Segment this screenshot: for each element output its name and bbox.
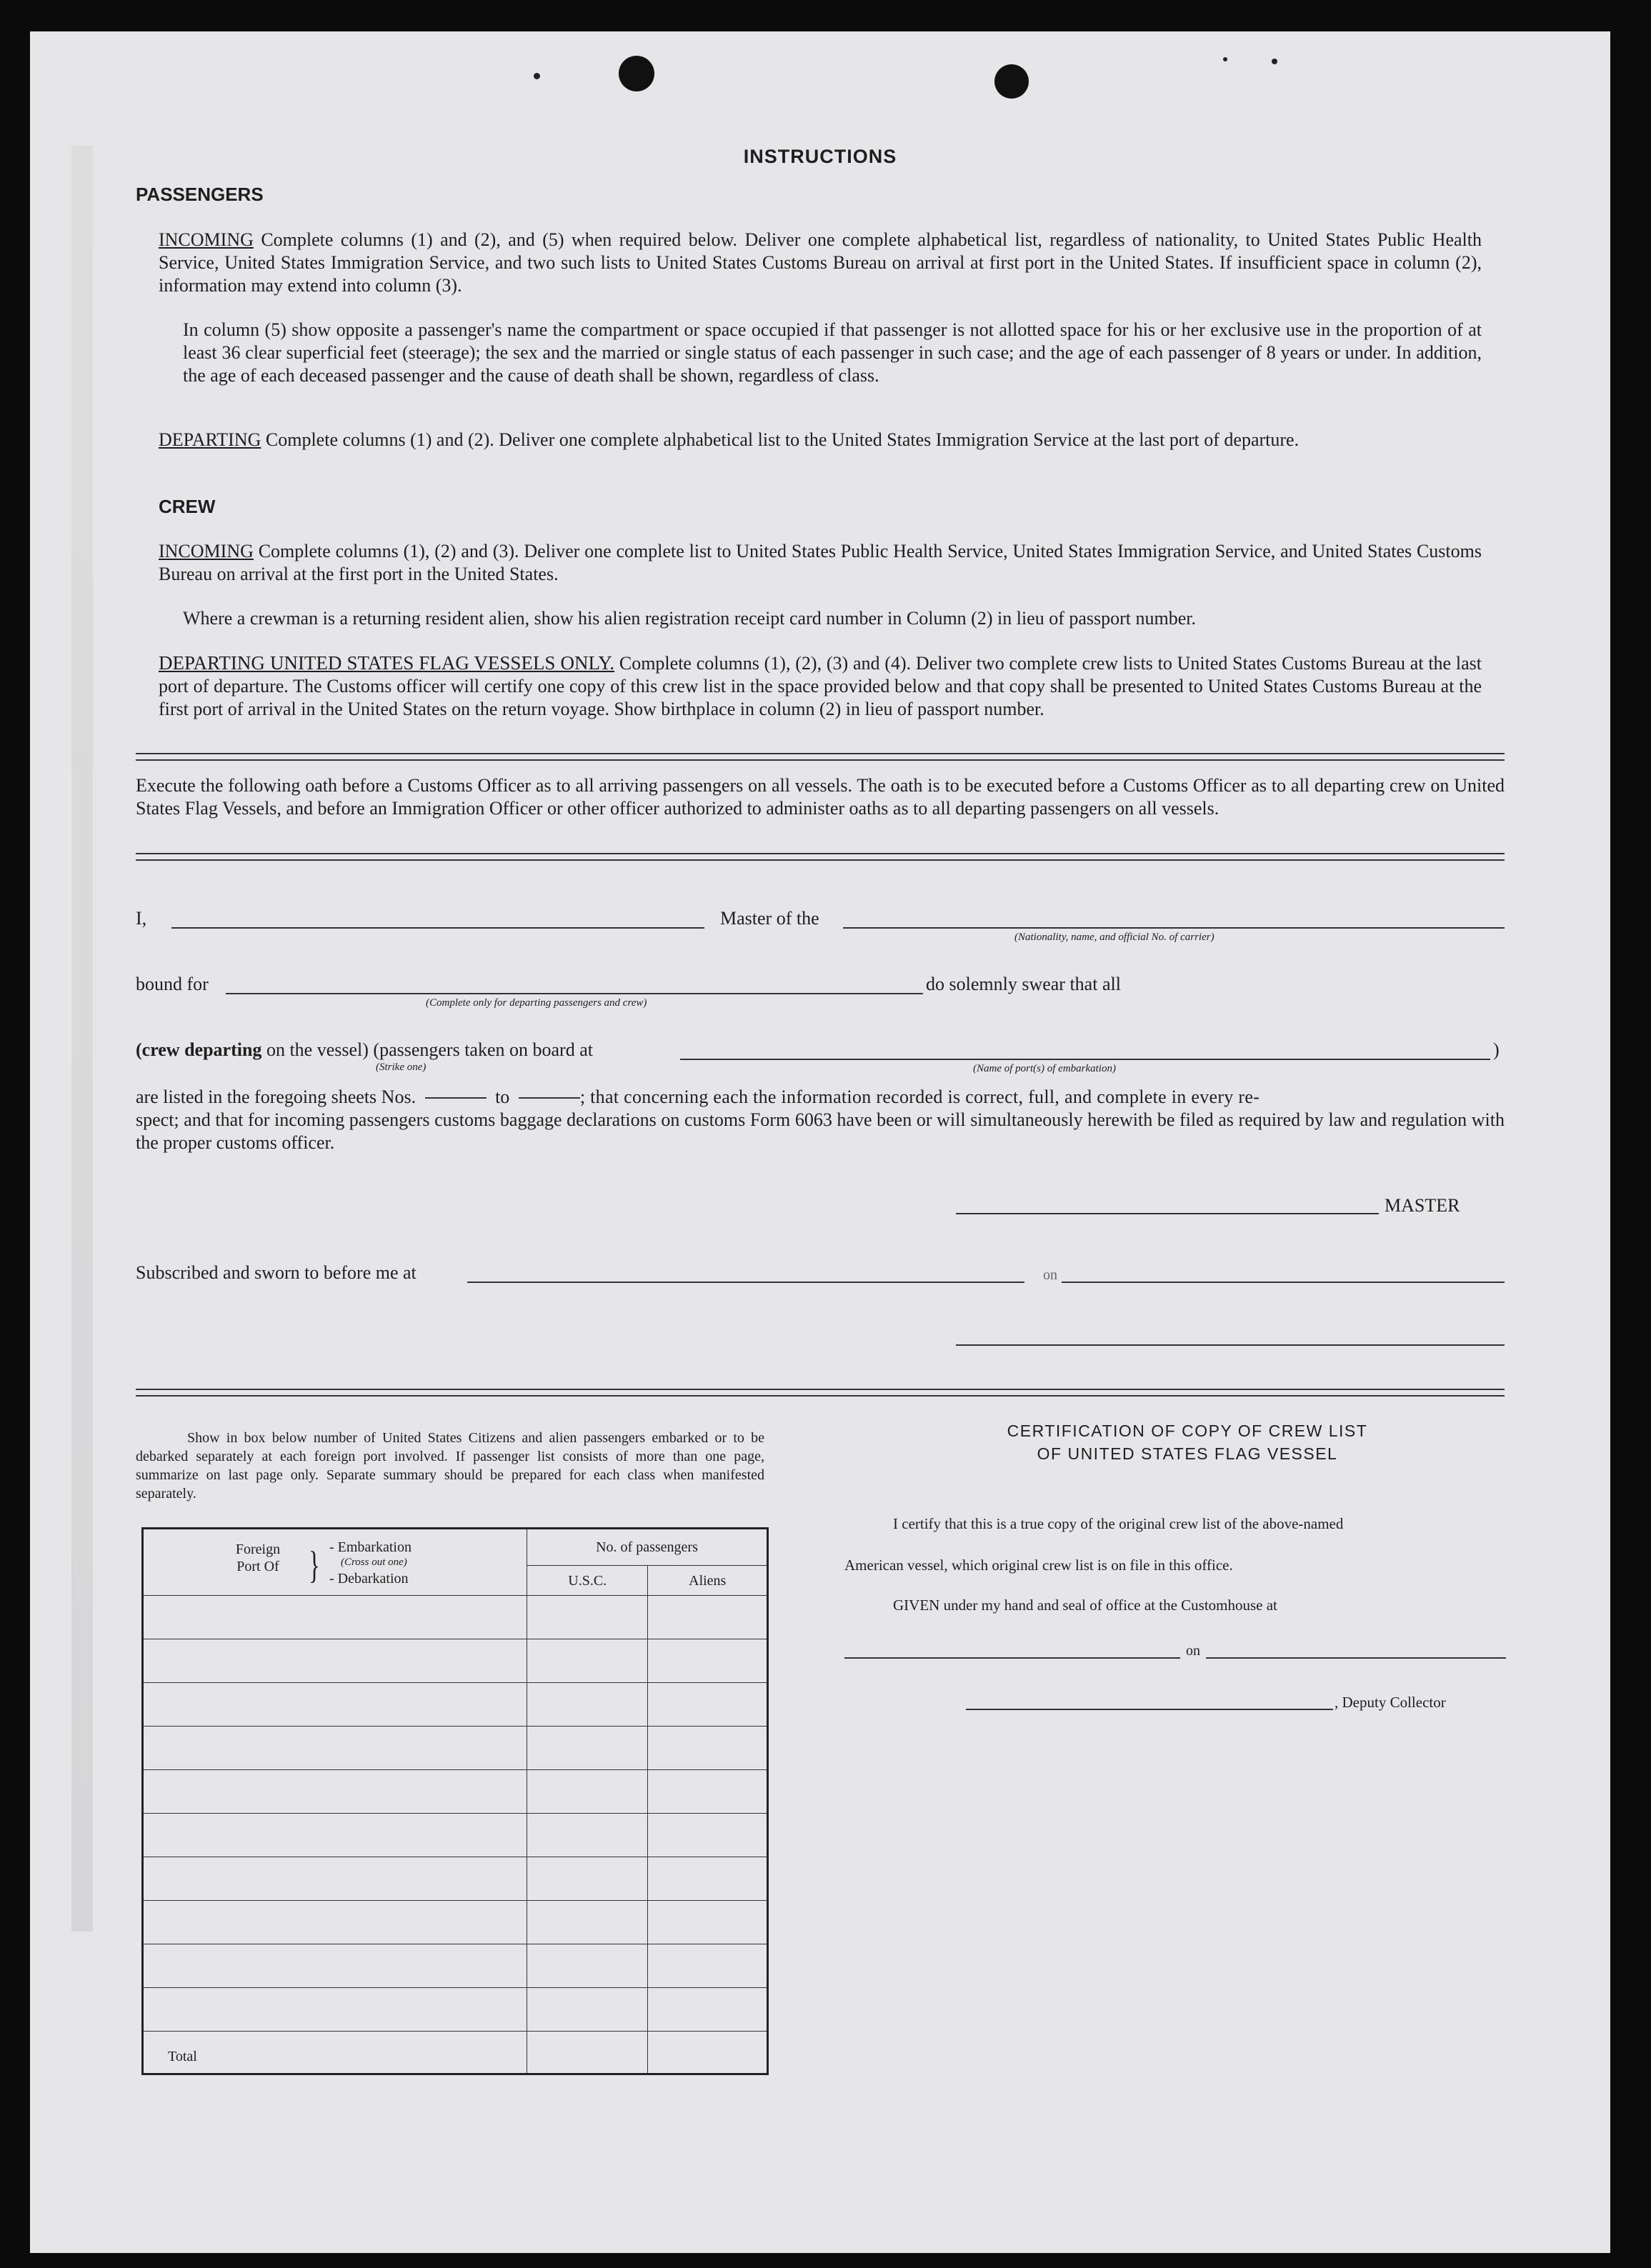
section-divider: [136, 1389, 1505, 1397]
usc-cell[interactable]: [527, 1770, 648, 1814]
instructions-title: INSTRUCTIONS: [743, 146, 897, 167]
usc-total-cell[interactable]: [527, 2032, 648, 2074]
given-text: GIVEN under my hand and seal of office at the Customhouse at: [893, 1597, 1277, 1614]
master-of-the-label: Master of the: [720, 908, 819, 929]
passengers-departing-text: Complete columns (1) and (2). Deliver one complete alphabetical list to the United States Immigration Service at the last port of departure.: [265, 429, 1300, 450]
american-vessel-text: American vessel, which original crew list is on file in this office.: [844, 1557, 1233, 1574]
certification-title-2: OF UNITED STATES FLAG VESSEL: [1037, 1444, 1338, 1463]
usc-cell[interactable]: [527, 1683, 648, 1727]
passengers-taken-label: (passengers taken on board at: [373, 1039, 593, 1060]
document-sheet: [30, 31, 1610, 2253]
aliens-cell[interactable]: [648, 1944, 768, 1988]
bound-for-label: bound for: [136, 974, 209, 994]
flag-vessels-block: [159, 651, 1482, 721]
passengers-heading: PASSENGERS: [136, 184, 264, 205]
aliens-cell[interactable]: [648, 1814, 768, 1857]
port-cell[interactable]: [143, 1944, 527, 1988]
table-row: [143, 1683, 768, 1727]
deputy-collector-signature-field[interactable]: [966, 1709, 1333, 1710]
aliens-cell[interactable]: [648, 1727, 768, 1770]
table-row: [143, 1901, 768, 1944]
customhouse-place-field[interactable]: [844, 1657, 1180, 1659]
swear-label: do solemnly swear that all: [926, 974, 1121, 994]
usc-header: U.S.C.: [527, 1566, 648, 1596]
aliens-header: Aliens: [648, 1566, 768, 1596]
port-cell[interactable]: [143, 1814, 527, 1857]
crew-departing-line: [136, 1039, 593, 1061]
subscribed-date-field[interactable]: [1062, 1282, 1505, 1283]
subscribed-label: Subscribed and sworn to before me at: [136, 1262, 417, 1283]
bound-for-field[interactable]: [226, 993, 923, 994]
passengers-incoming-text: Complete columns (1) and (2), and (5) when required below. Deliver one complete alphabetical list, regardless of nationality, to United States Public Health Service, United States Immigration Service, and two such lists to United States Customs Bureau on arrival at first port in the United States. If insufficient space in column (2), information may extend into column (3).: [159, 229, 1482, 296]
master-name-field[interactable]: [171, 927, 704, 929]
embarkation-port-field[interactable]: [680, 1059, 1490, 1060]
total-label: Total: [143, 2032, 527, 2074]
aliens-cell[interactable]: [648, 1770, 768, 1814]
brace-icon: }: [309, 1544, 320, 1587]
usc-cell[interactable]: [527, 1857, 648, 1901]
speck: [534, 73, 540, 79]
crewman-text: Where a crewman is a returning resident alien, show his alien registration receipt card number in Column (2) in lieu of passport number.: [183, 608, 1197, 629]
punch-hole-right: [994, 64, 1029, 99]
bleed-through: [71, 146, 93, 1932]
strike-one-caption: (Strike one): [376, 1061, 427, 1073]
table-row: [143, 1596, 768, 1639]
port-cell[interactable]: [143, 1770, 527, 1814]
usc-cell[interactable]: [527, 1639, 648, 1683]
speck: [1272, 59, 1277, 64]
certification-on-label: on: [1186, 1643, 1200, 1659]
flag-vessels-text: Complete columns (1), (2), (3) and (4). Deliver two complete crew lists to United States Customs Bureau at the last port of departure. The Customs officer will certify one copy of this crew list in the space provided below and that copy shall be presented to United States Customs Bureau at the first port of arrival in the United States on the return voyage. Show birthplace in column (2) in lieu of passport number.: [159, 653, 1482, 719]
crew-departing-label: (crew departing: [136, 1039, 262, 1060]
usc-cell[interactable]: [527, 1596, 648, 1639]
no-of-passengers-header: No. of passengers: [527, 1529, 767, 1566]
certify-text: I certify that this is a true copy of the original crew list of the above-named: [893, 1515, 1344, 1532]
embarkation-label: - Embarkation: [329, 1539, 411, 1555]
listed-label-a: are listed in the foregoing sheets Nos.: [136, 1086, 417, 1107]
table-row: [143, 1857, 768, 1901]
table-row: [143, 1770, 768, 1814]
sheet-to-field[interactable]: [519, 1097, 580, 1099]
usc-cell[interactable]: [527, 1944, 648, 1988]
foreign-port-label: Foreign Port Of: [235, 1542, 281, 1574]
subscribed-on-label: on: [1043, 1267, 1057, 1283]
flag-vessels-label: DEPARTING UNITED STATES FLAG VESSELS ONLY.: [159, 652, 615, 674]
port-cell[interactable]: [143, 1857, 527, 1901]
listed-label-c: spect; and that for incoming passengers customs baggage declarations on customs Form 6063 have been or will simultaneously herewith be filed as required by law and regulation with the proper customs officer.: [136, 1109, 1505, 1153]
listed-to-label: to: [495, 1086, 510, 1107]
table-row: [143, 1988, 768, 2032]
foreign-port-header: [143, 1529, 527, 1596]
port-cell[interactable]: [143, 1596, 527, 1639]
usc-cell[interactable]: [527, 1988, 648, 2032]
total-row: [143, 2032, 768, 2074]
passengers-incoming-block: [159, 229, 1482, 297]
master-label: MASTER: [1385, 1195, 1460, 1216]
cross-out-label: (Cross out one): [341, 1557, 407, 1568]
aliens-cell[interactable]: [648, 1901, 768, 1944]
aliens-total-cell[interactable]: [648, 2032, 768, 2074]
usc-cell[interactable]: [527, 1814, 648, 1857]
oath-i-label: I,: [136, 908, 147, 929]
port-cell[interactable]: [143, 1901, 527, 1944]
table-row: [143, 1727, 768, 1770]
listed-label-b: ; that concerning each the information recorded is correct, full, and complete in every re-: [579, 1086, 1260, 1107]
port-cell[interactable]: [143, 1988, 527, 2032]
aliens-cell[interactable]: [648, 1596, 768, 1639]
table-row: [143, 1814, 768, 1857]
crew-incoming-text: Complete columns (1), (2) and (3). Deliver one complete list to United States Public Health Service, United States Immigration Service, and United States Customs Bureau on arrival at the first port in the United States.: [159, 541, 1482, 584]
section-divider: [136, 753, 1505, 761]
listed-line: [136, 1086, 1505, 1109]
master-signature-field[interactable]: [956, 1213, 1379, 1214]
aliens-cell[interactable]: [648, 1988, 768, 2032]
crew-incoming-block: [159, 540, 1482, 586]
certification-date-field[interactable]: [1206, 1657, 1506, 1659]
subscribed-place-field[interactable]: [467, 1282, 1024, 1283]
port-cell[interactable]: [143, 1683, 527, 1727]
port-cell[interactable]: [143, 1639, 527, 1683]
section-divider: [136, 853, 1505, 861]
on-the-vessel-label: on the vessel): [266, 1039, 369, 1060]
usc-cell[interactable]: [527, 1727, 648, 1770]
officer-signature-field[interactable]: [956, 1344, 1505, 1346]
summary-note: Show in box below number of United States Citizens and alien passengers embarked or to be debarked separately at each foreign port involved. If passenger list consists of more than one page, summarize on last page only. Separate summary should be prepared for each class when manifested separately.: [136, 1430, 764, 1502]
aliens-cell[interactable]: [648, 1639, 768, 1683]
deputy-collector-label: , Deputy Collector: [1335, 1694, 1446, 1711]
port-cell[interactable]: [143, 1727, 527, 1770]
close-paren: ): [1493, 1039, 1500, 1060]
debarkation-label: - Debarkation: [329, 1571, 409, 1587]
passengers-departing-block: [159, 429, 1482, 451]
aliens-cell[interactable]: [648, 1683, 768, 1727]
usc-cell[interactable]: [527, 1901, 648, 1944]
sheet-from-field[interactable]: [425, 1097, 487, 1099]
aliens-cell[interactable]: [648, 1857, 768, 1901]
table-row: [143, 1944, 768, 1988]
punch-hole-left: [619, 56, 654, 91]
speck: [1223, 57, 1227, 61]
port-caption: (Name of port(s) of embarkation): [973, 1063, 1116, 1074]
bound-for-caption: (Complete only for departing passengers and crew): [426, 997, 647, 1009]
certification-title-1: CERTIFICATION OF COPY OF CREW LIST: [1007, 1422, 1368, 1440]
oath-intro: Execute the following oath before a Customs Officer as to all arriving passengers on all vessels. The oath is to be executed before a Customs Officer as to all departing crew on United States Flag Vessels, and before an Immigration Officer or other officer authorized to administer oaths as to all departing passengers on all vessels.: [136, 775, 1505, 819]
carrier-field[interactable]: [843, 927, 1505, 929]
crew-heading: CREW: [159, 496, 216, 517]
incoming-label: INCOMING: [159, 229, 254, 250]
crew-incoming-label: INCOMING: [159, 541, 254, 561]
departing-label: DEPARTING: [159, 429, 261, 450]
passenger-summary-table: [141, 1527, 769, 2075]
column5-text: In column (5) show opposite a passenger's name the compartment or space occupied if that passenger is not allotted space for his or her exclusive use in the proportion of at least 36 clear superficial feet (steerage); the sex and the married or single status of each passenger in such case; and the age of each passenger of 8 years or under. In addition, the age of each deceased passenger and the cause of death shall be shown, regardless of class.: [183, 319, 1482, 386]
table-row: [143, 1639, 768, 1683]
carrier-caption: (Nationality, name, and official No. of carrier): [1014, 931, 1214, 943]
